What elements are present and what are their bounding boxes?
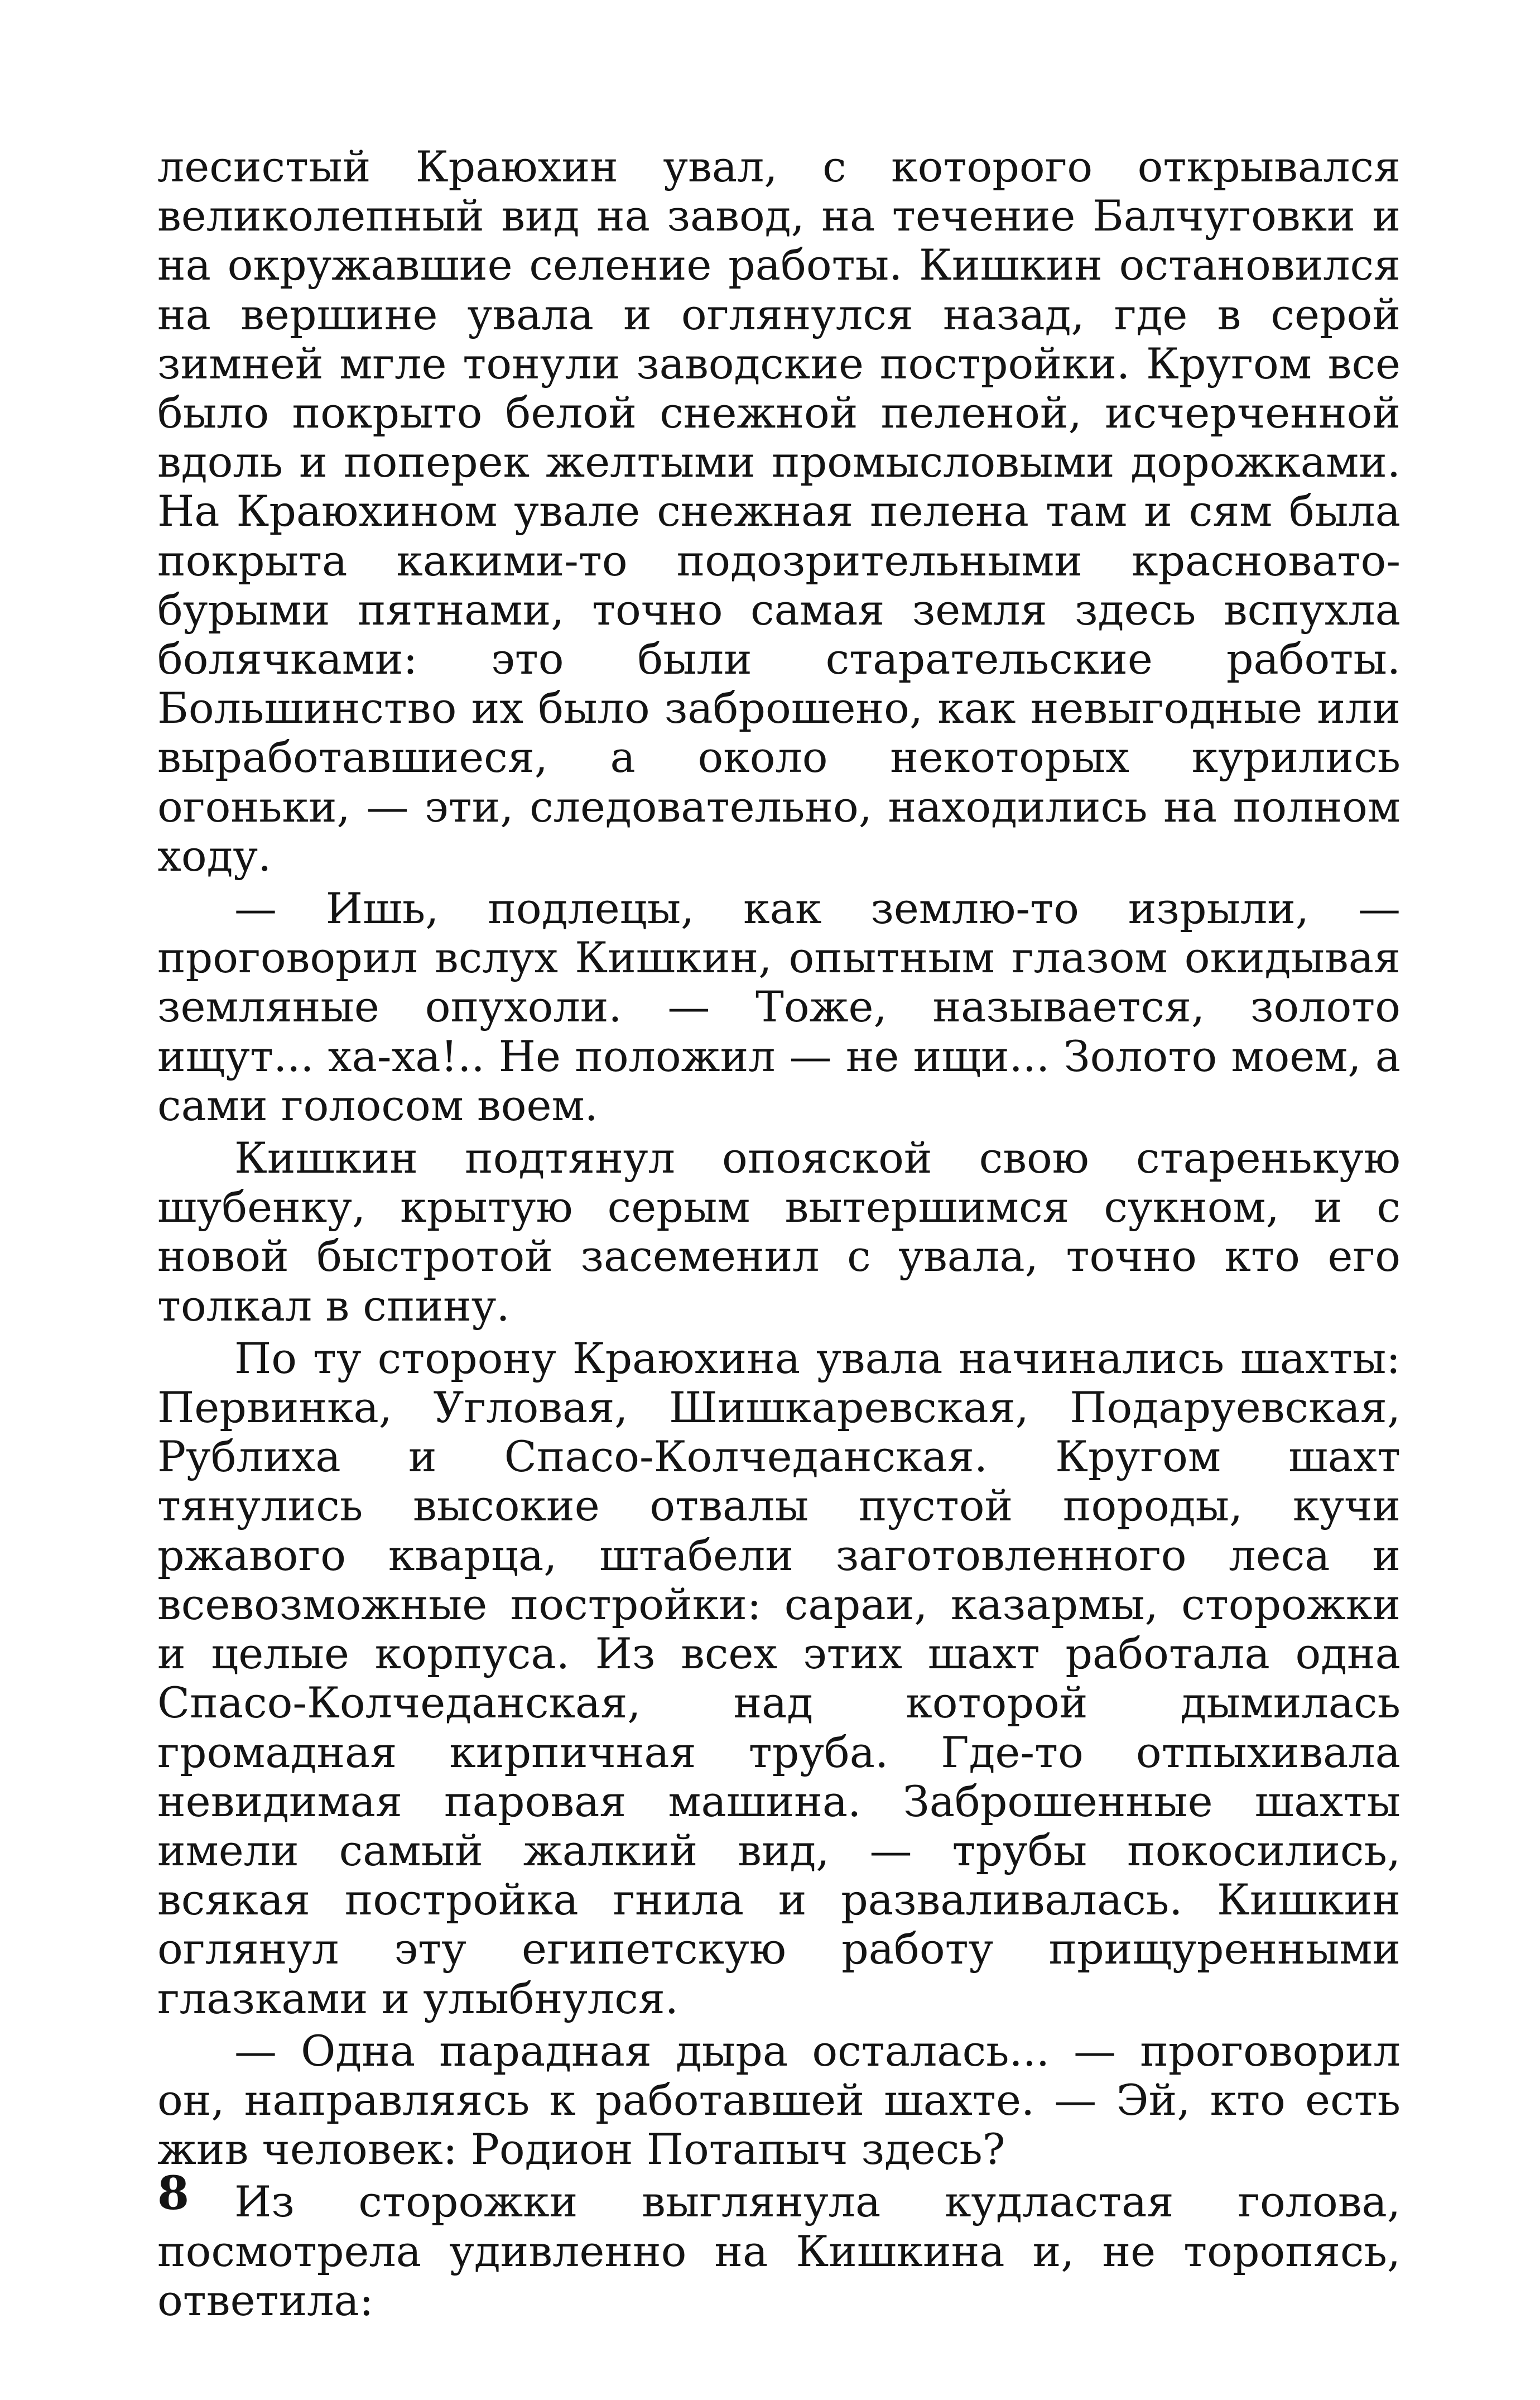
paragraph-4: По ту сторону Краюхина увала начинались шахты: Первинка, Угловая, Шишкаревская, Подаруевская, Рублиха и Спасо-Колчеданская. Кругом шахт тянулись высокие отвалы пустой породы, кучи ржавого кварца, штабели заготовленного леса и всевозможные постройки: сараи, казармы, сторожки и целые корпуса. Из всех этих шахт работала одна Спасо-Колчеданская, над которой дымилась громадная кирпичная труба. Где-то отпыхивала невидимая паровая машина. Заброшенные шахты имели самый жалкий вид, — трубы покосились, всякая постройка гнила и разваливалась. Кишкин оглянул эту египетскую работу прищуренными глазками и улыбнулся.: [157, 1333, 1401, 2023]
page-number: 8: [157, 2167, 190, 2220]
paragraph-6: Из сторожки выглянула кудластая голова, посмотрела удивленно на Кишкина и, не торопясь, ответила:: [157, 2177, 1401, 2325]
paragraph-2: — Ишь, подлецы, как землю-то изрыли, — проговорил вслух Кишкин, опытным глазом окидывая земляные опухоли. — Тоже, называется, золото ищут... ха-ха!.. Не положил — не ищи... Золото моем, а сами голосом воем.: [157, 884, 1401, 1130]
paragraph-1: лесистый Краюхин увал, с которого открывался великолепный вид на завод, на течение Балчуговки и на окружавшие селение работы. Кишкин остановился на вершине увала и оглянулся назад, где в серой зимней мгле тонули заводские постройки. Кругом все было покрыто белой снежной пеленой, исчерченной вдоль и поперек желтыми промысловыми дорожками. На Краюхином увале снежная пелена там и сям была покрыта какими-то подозрительными красновато-бурыми пятнами, точно самая земля здесь вспухла болячками: это были старательские работы. Большинство их было заброшено, как невыгодные или выработавшиеся, а около некоторых курились огоньки, — эти, следовательно, находились на полном ходу.: [157, 142, 1401, 881]
paragraph-5: — Одна парадная дыра осталась... — проговорил он, направляясь к работавшей шахте. — Эй, кто есть жив человек: Родион Потапыч здесь?: [157, 2025, 1401, 2175]
body-text: [157, 142, 1401, 2325]
paragraph-3: Кишкин подтянул опояской свою старенькую шубенку, крытую серым вытершимся сукном, и с новой быстротой засеменил с увала, точно кто его толкал в спину.: [157, 1133, 1401, 1331]
